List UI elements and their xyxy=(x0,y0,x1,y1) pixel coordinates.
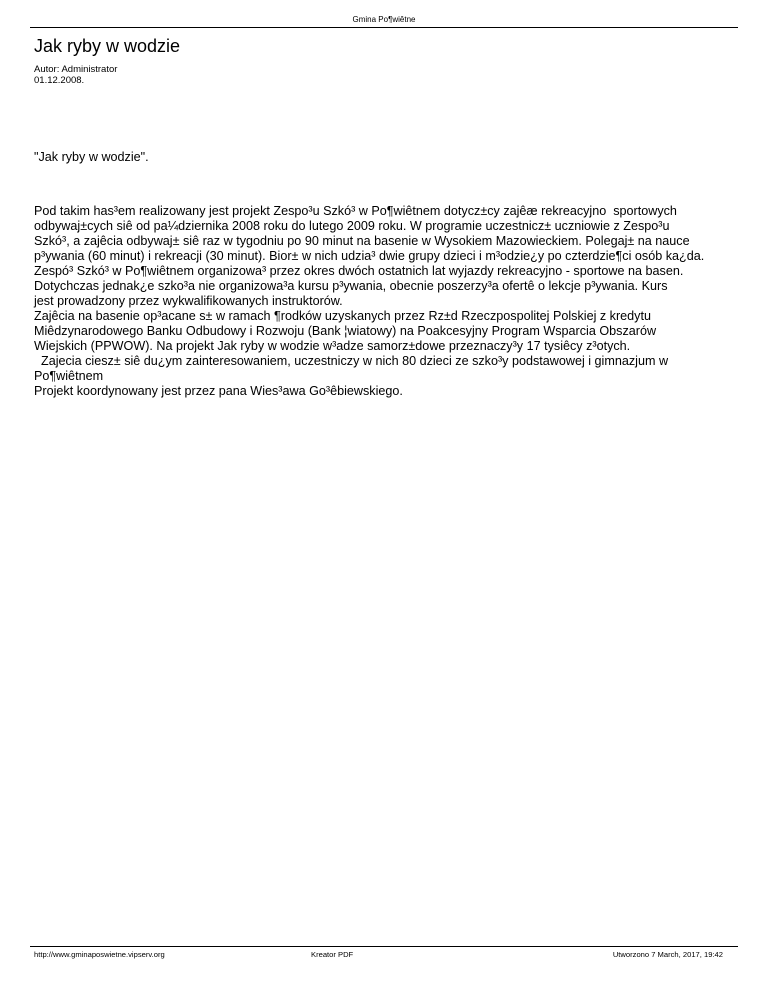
body-line: Projekt koordynowany jest przez pana Wies³awa Go³êbiewskiego. xyxy=(34,384,403,398)
body-line: odbywaj±cych siê od pa¼dziernika 2008 roku do lutego 2009 roku. W programie uczestnicz± uczniowie z Zespo³u xyxy=(34,219,670,233)
header-divider xyxy=(30,27,738,28)
footer-created-date: Utworzono 7 March, 2017, 19:42 xyxy=(612,950,723,959)
article-meta xyxy=(34,64,117,86)
body-line: Dotychczas jednak¿e szko³a nie organizowa³a kursu p³ywania, obecnie poszerzy³a ofertê o lekcje p³ywania. Kurs xyxy=(34,279,668,293)
footer-divider xyxy=(30,946,738,947)
footer-creator: Kreator PDF xyxy=(311,950,354,959)
body-line: p³ywania (60 minut) i rekreacji (30 minut). Bior± w nich udzia³ dwie grupy dzieci i m³odzie¿y po czterdzie¶ci osób ka¿da. xyxy=(34,249,705,263)
body-line: Pod takim has³em realizowany jest projekt Zespo³u Szkó³ w Po¶wiêtnem dotycz±cy zajêæ rekreacyjno sportowych xyxy=(34,204,677,218)
body-line: Miêdzynarodowego Banku Odbudowy i Rozwoju (Bank ¦wiatowy) na Poakcesyjny Program Wsparcia Obszarów xyxy=(34,324,657,338)
footer-url-link[interactable]: http://www.gminaposwietne.vipserv.org xyxy=(34,950,165,959)
body-line: Zajecia ciesz± siê du¿ym zainteresowaniem, uczestniczy w nich 80 dzieci ze szko³y podstawowej i gimnazjum w xyxy=(34,354,669,368)
site-header: Gmina Po¶wiêtne xyxy=(352,15,416,24)
body-line: jest prowadzony przez wykwalifikowanych instruktorów. xyxy=(34,294,343,308)
article-body xyxy=(34,204,738,399)
publish-date: 01.12.2008. xyxy=(34,75,85,86)
body-line: Szkó³, a zajêcia odbywaj± siê raz w tygodniu po 90 minut na basenie w Wysokiem Mazowieckiem. Polegaj± na nauce xyxy=(34,234,690,248)
article-title: Jak ryby w wodzie xyxy=(34,36,181,56)
author-line: Autor: Administrator xyxy=(34,64,118,75)
body-line: Zajêcia na basenie op³acane s± w ramach ¶rodków uzyskanych przez Rz±d Rzeczpospolitej Polskiej z kredytu xyxy=(34,309,651,323)
article-quote: "Jak ryby w wodzie". xyxy=(34,150,149,164)
body-line: Po¶wiêtnem xyxy=(34,369,104,383)
body-line: Zespó³ Szkó³ w Po¶wiêtnem organizowa³ przez okres dwóch ostatnich lat wyjazdy rekreacyjno - sportowe na basen. xyxy=(34,264,684,278)
body-line: Wiejskich (PPWOW). Na projekt Jak ryby w wodzie w³adze samorz±dowe przeznaczy³y 17 tysiêcy z³otych. xyxy=(34,339,631,353)
